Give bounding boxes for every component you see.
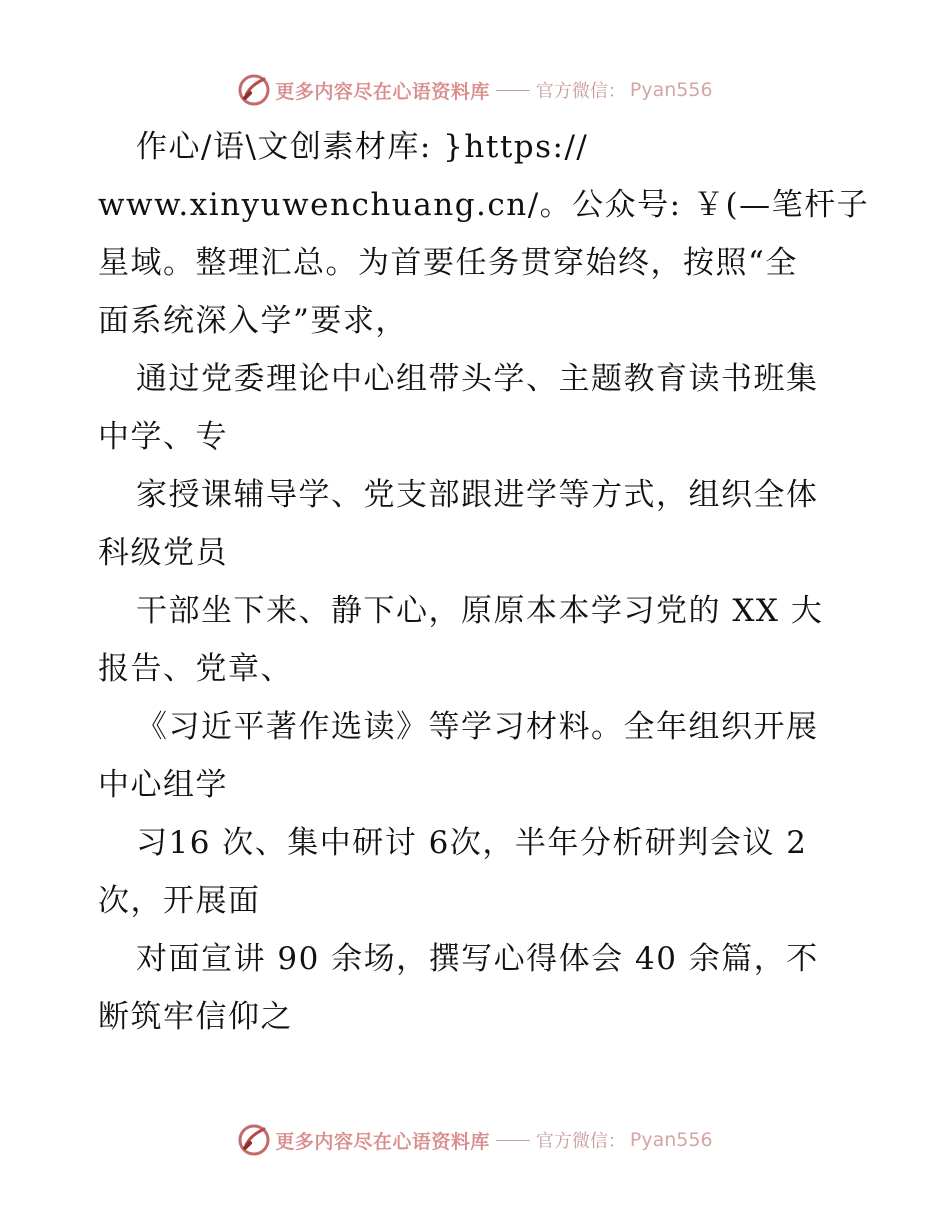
text-line: 断筑牢信仰之 [98,999,293,1035]
text-line: 《习近平著作选读》等学习材料。全年组织开展 [136,709,819,745]
brush-logo-icon [237,1123,271,1157]
brush-logo-icon [237,73,271,107]
text-line: 中心组学 [98,767,228,803]
text-line: 报告、党章、 [98,651,293,687]
text-line: 科级党员 [98,535,228,571]
text-line: 面系统深入学”要求， [98,303,408,339]
banner-main-text: 更多内容尽在心语资料库 [275,1130,490,1153]
banner-sub-text: 官方微信： [535,81,626,102]
banner-divider [496,1140,530,1141]
document-body [98,118,870,1046]
banner-wechat-id: Pyan556 [629,1129,713,1151]
text-line: 干部坐下来、静下心，原原本本学习党的 XX 大 [136,593,824,629]
banner-sub-text: 官方微信： [535,1131,626,1152]
text-line: 次，开展面 [98,883,261,919]
text-line: 习16 次、集中研讨 6次，半年分析研判会议 2 [136,825,808,861]
header-banner [0,70,950,110]
text-line: 中学、专 [98,419,228,455]
banner-divider [496,90,530,91]
text-line: 通过党委理论中心组带头学、主题教育读书班集 [136,361,819,397]
text-line: 家授课辅导学、党支部跟进学等方式，组织全体 [136,477,819,513]
text-line: 星域。整理汇总。为首要任务贯穿始终，按照“全 [98,245,798,281]
text-line: www.xinyuwenchuang.cn/。公众号: ￥(—笔杆子 [98,187,870,223]
text-line: 作心/语\文创素材库: }https:// [136,129,589,165]
footer-banner [0,1120,950,1160]
banner-wechat-id: Pyan556 [629,79,713,101]
text-line: 对面宣讲 90 余场，撰写心得体会 40 余篇，不 [136,941,819,977]
banner-main-text: 更多内容尽在心语资料库 [275,80,490,103]
